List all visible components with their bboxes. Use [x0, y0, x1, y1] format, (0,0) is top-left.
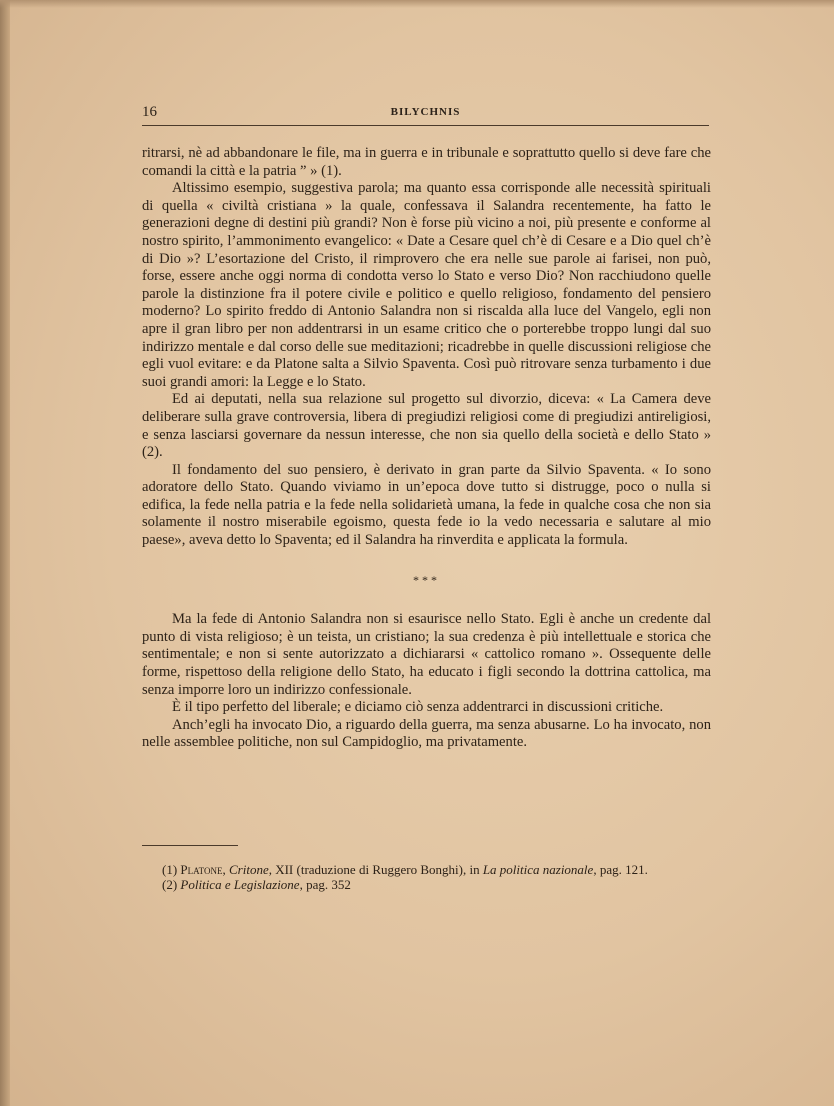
paragraph-3: Ed ai deputati, nella sua relazione sul progetto sul divorzio, diceva: « La Camera deve deliberare sulla grave controversia, libera di pregiudizi religiosi come di pregiudizi antireligiosi, e senza lasciarsi governare da nessun interesse, che non sia quello della società e dello Stato » (2). [142, 391, 711, 461]
page-edge-top [0, 0, 834, 8]
footnote-1-source: La politica nazionale [482, 862, 594, 877]
section-separator: *** [413, 572, 440, 587]
footnote-1-work: Critone [228, 862, 269, 877]
footnote-1-mark: (1) [162, 862, 178, 877]
footnote-1-text: , XII (traduzione di Ruggero Bonghi), in [268, 862, 483, 877]
footnote-1-author: Platone [180, 862, 223, 877]
paragraph-6: È il tipo perfetto del liberale; e diciamo ciò senza addentrarci in discussioni critiche. [172, 699, 664, 716]
paragraph-2: Altissimo esempio, suggestiva parola; ma quanto essa corrisponde alle necessità spirituali di quella « civiltà cristiana » la quale, confessava il Salandra recentemente, ha fatto le generazioni degne di destini più grandi? Non è forse più vicino a noi, più presente e conforme al nostro spirito, l’ammonimento evangelico: « Date a Cesare quel ch’è di Cesare e a Dio quel ch’è di Dio »? L’esortazione del Cristo, il rimprovero che era nelle sue parole ai farisei, non può, forse, essere anche oggi norma di condotta verso lo Stato e verso Dio? Non racchiudono quelle parole la distinzione fra il potere civile e politico e quello religioso, fondamento del pensiero moderno? Lo spirito freddo di Antonio Salandra non si riscalda alla luce del Vangelo, egli non apre il gran libro per non addentrarsi in un esame critico che o porterebbe troppo lungi dal suo indirizzo mentale e dal corso delle sue meditazioni; ricadrebbe in quelle discussioni religiose che egli vuol evitare: e da Platone salta a Silvio Spaventa. Così può ritrovare senza turbamento i due suoi grandi amori: la Legge e lo Stato. [142, 180, 711, 390]
footnote-rule [142, 845, 238, 846]
footnote-1-page: , pag. 121. [593, 862, 648, 877]
paragraph-5: Ma la fede di Antonio Salandra non si esaurisce nello Stato. Egli è anche un credente dal punto di vista religioso; è un teista, un cristiano; la sua credenza è più intellettuale e storica che sentimentale; e non si sente autorizzato a dichiararsi « cattolico romano ». Ossequente delle forme, rispettoso della religione dello Stato, ha educato i figli secondo la dottrina cattolica, ma senza imporre loro un indirizzo confessionale. [142, 611, 711, 698]
footnote-2-source: Politica e Legislazione [180, 877, 300, 892]
paragraph-7: Anch’egli ha invocato Dio, a riguardo della guerra, ma senza abusarne. Lo ha invocato, non nelle assemblee politiche, non sul Campidoglio, ma privatamente. [142, 716, 711, 751]
running-title: BILYCHNIS [390, 106, 461, 118]
footnotes [142, 862, 711, 892]
page-header [142, 104, 709, 124]
paragraph-1: ritrarsi, nè ad abbandonare le file, ma in guerra e in tribunale e soprattutto quello si deve fare che comandi la città e la patria ” » (1). [142, 145, 711, 179]
footnote-2-page: , pag. 352 [299, 877, 351, 892]
header-rule [142, 125, 709, 126]
page-edge-left [0, 0, 10, 1106]
footnote-1: (1) Platone, Critone, XII (traduzione di Ruggero Bonghi), in La politica nazionale, pag. 121. [162, 862, 648, 877]
footnote-2-mark: (2) [162, 877, 178, 892]
main-text [142, 145, 711, 752]
paragraph-4: Il fondamento del suo pensiero, è derivato in gran parte da Silvio Spaventa. « Io sono adoratore dello Stato. Quando viviamo in un’epoca dove tutto si distrugge, poco o nulla si edifica, la fede nella patria e la fede nella solidarietà umana, la fede in qualche cosa che non sia solamente il nostro miserabile egoismo, questa fede io la vedo necessaria e salutare al mio paese», aveva detto lo Spaventa; ed il Salandra ha rinverdita e applicata la formula. [142, 461, 711, 549]
footnote-2 [142, 877, 711, 892]
page-number: 16 [142, 104, 157, 120]
